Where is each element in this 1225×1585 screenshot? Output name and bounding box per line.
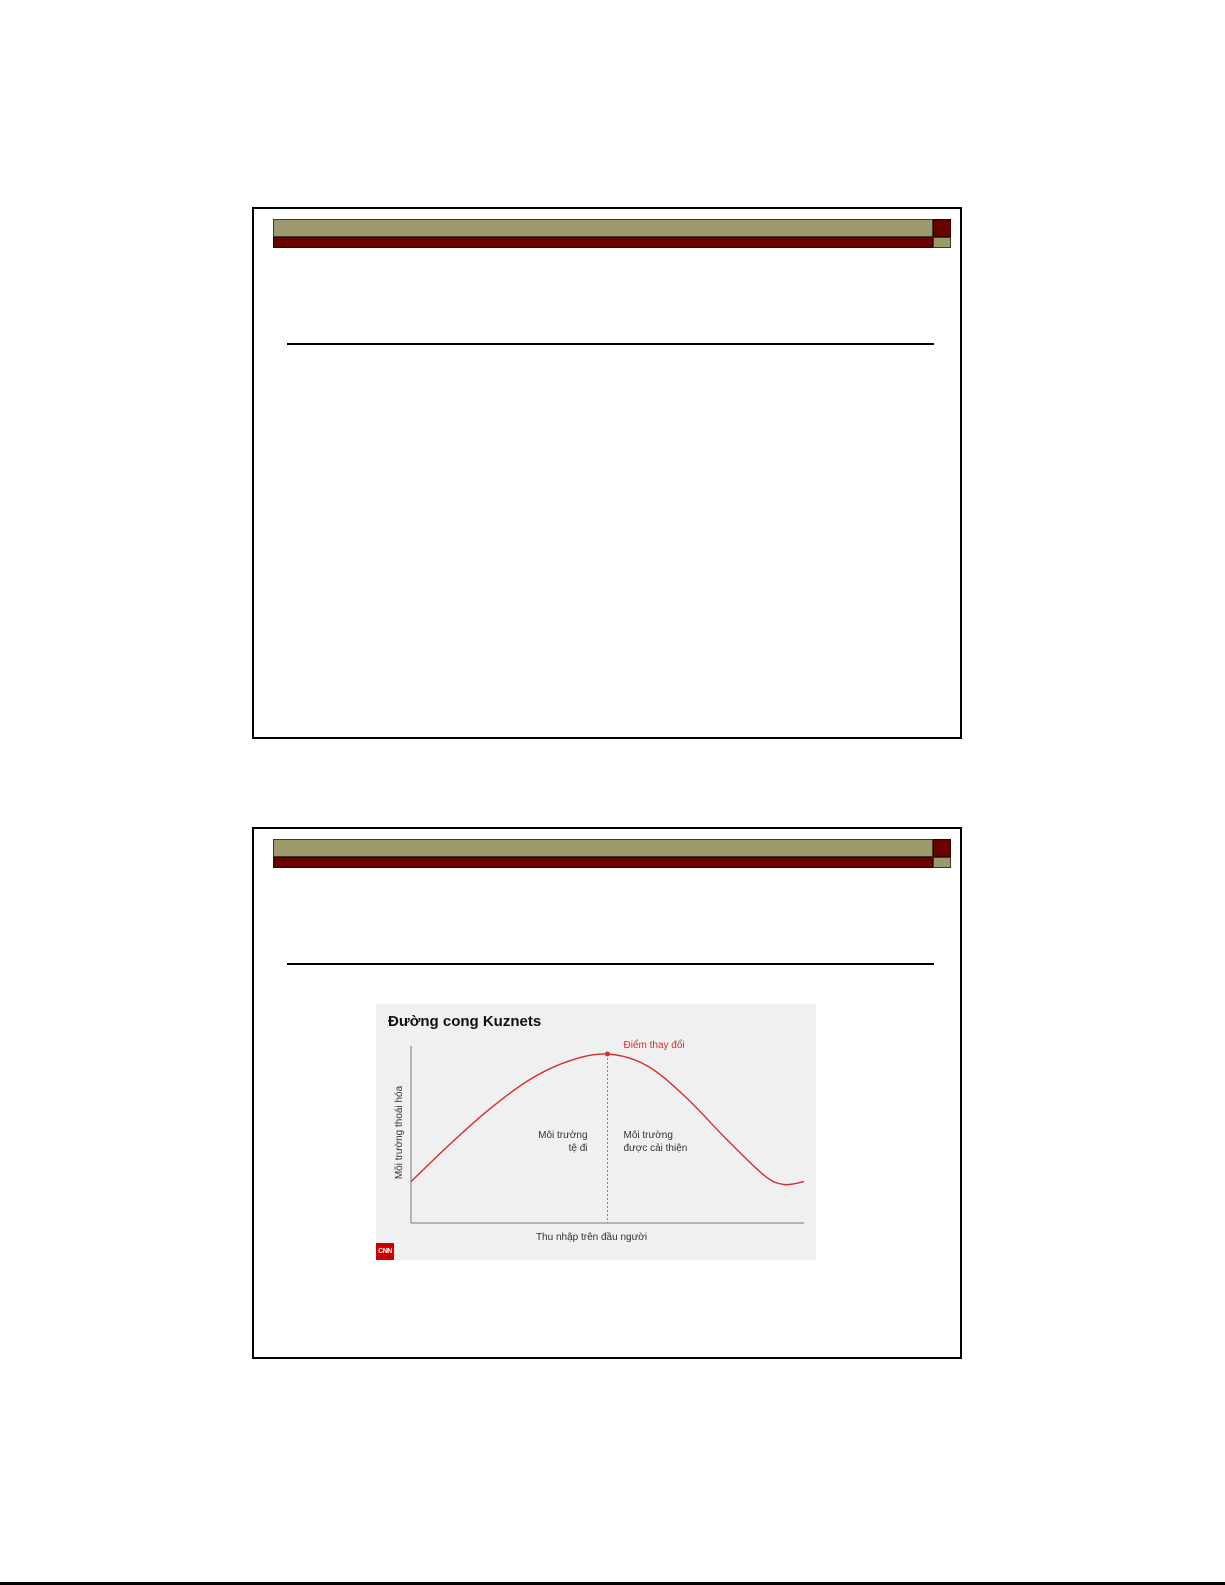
title-underline [287, 343, 934, 345]
header-bar-olive [273, 219, 933, 237]
region-left-label-line-2: tệ đi [568, 1143, 588, 1154]
header-bar-maroon [273, 237, 933, 248]
region-right-label-line-2: được cải thiện [623, 1143, 688, 1154]
header-corner-square-maroon [933, 839, 951, 857]
kuznets-chart [376, 1004, 816, 1260]
header-corner-square-olive [933, 857, 951, 868]
y-axis-label: Môi trường thoái hóa [394, 1085, 405, 1180]
turning-point-marker [605, 1052, 610, 1057]
x-axis-label: Thu nhập trên đầu người [535, 1232, 648, 1243]
region-right-label-line-1: Môi trường [623, 1130, 673, 1141]
region-left-label-line-1: Môi trường [538, 1130, 588, 1141]
header-bar-olive [273, 839, 933, 857]
header-bar-maroon [273, 857, 933, 868]
header-corner-square-olive [933, 237, 951, 248]
slide-2 [252, 827, 962, 1359]
title-underline [287, 963, 934, 965]
header-corner-square-maroon [933, 219, 951, 237]
figure-title: Đường cong Kuznets [388, 1013, 542, 1030]
cnn-logo: CNN [376, 1243, 394, 1260]
slide-1 [252, 207, 962, 739]
turning-point-label: Điểm thay đổi [623, 1040, 685, 1051]
kuznets-figure [376, 1004, 816, 1260]
